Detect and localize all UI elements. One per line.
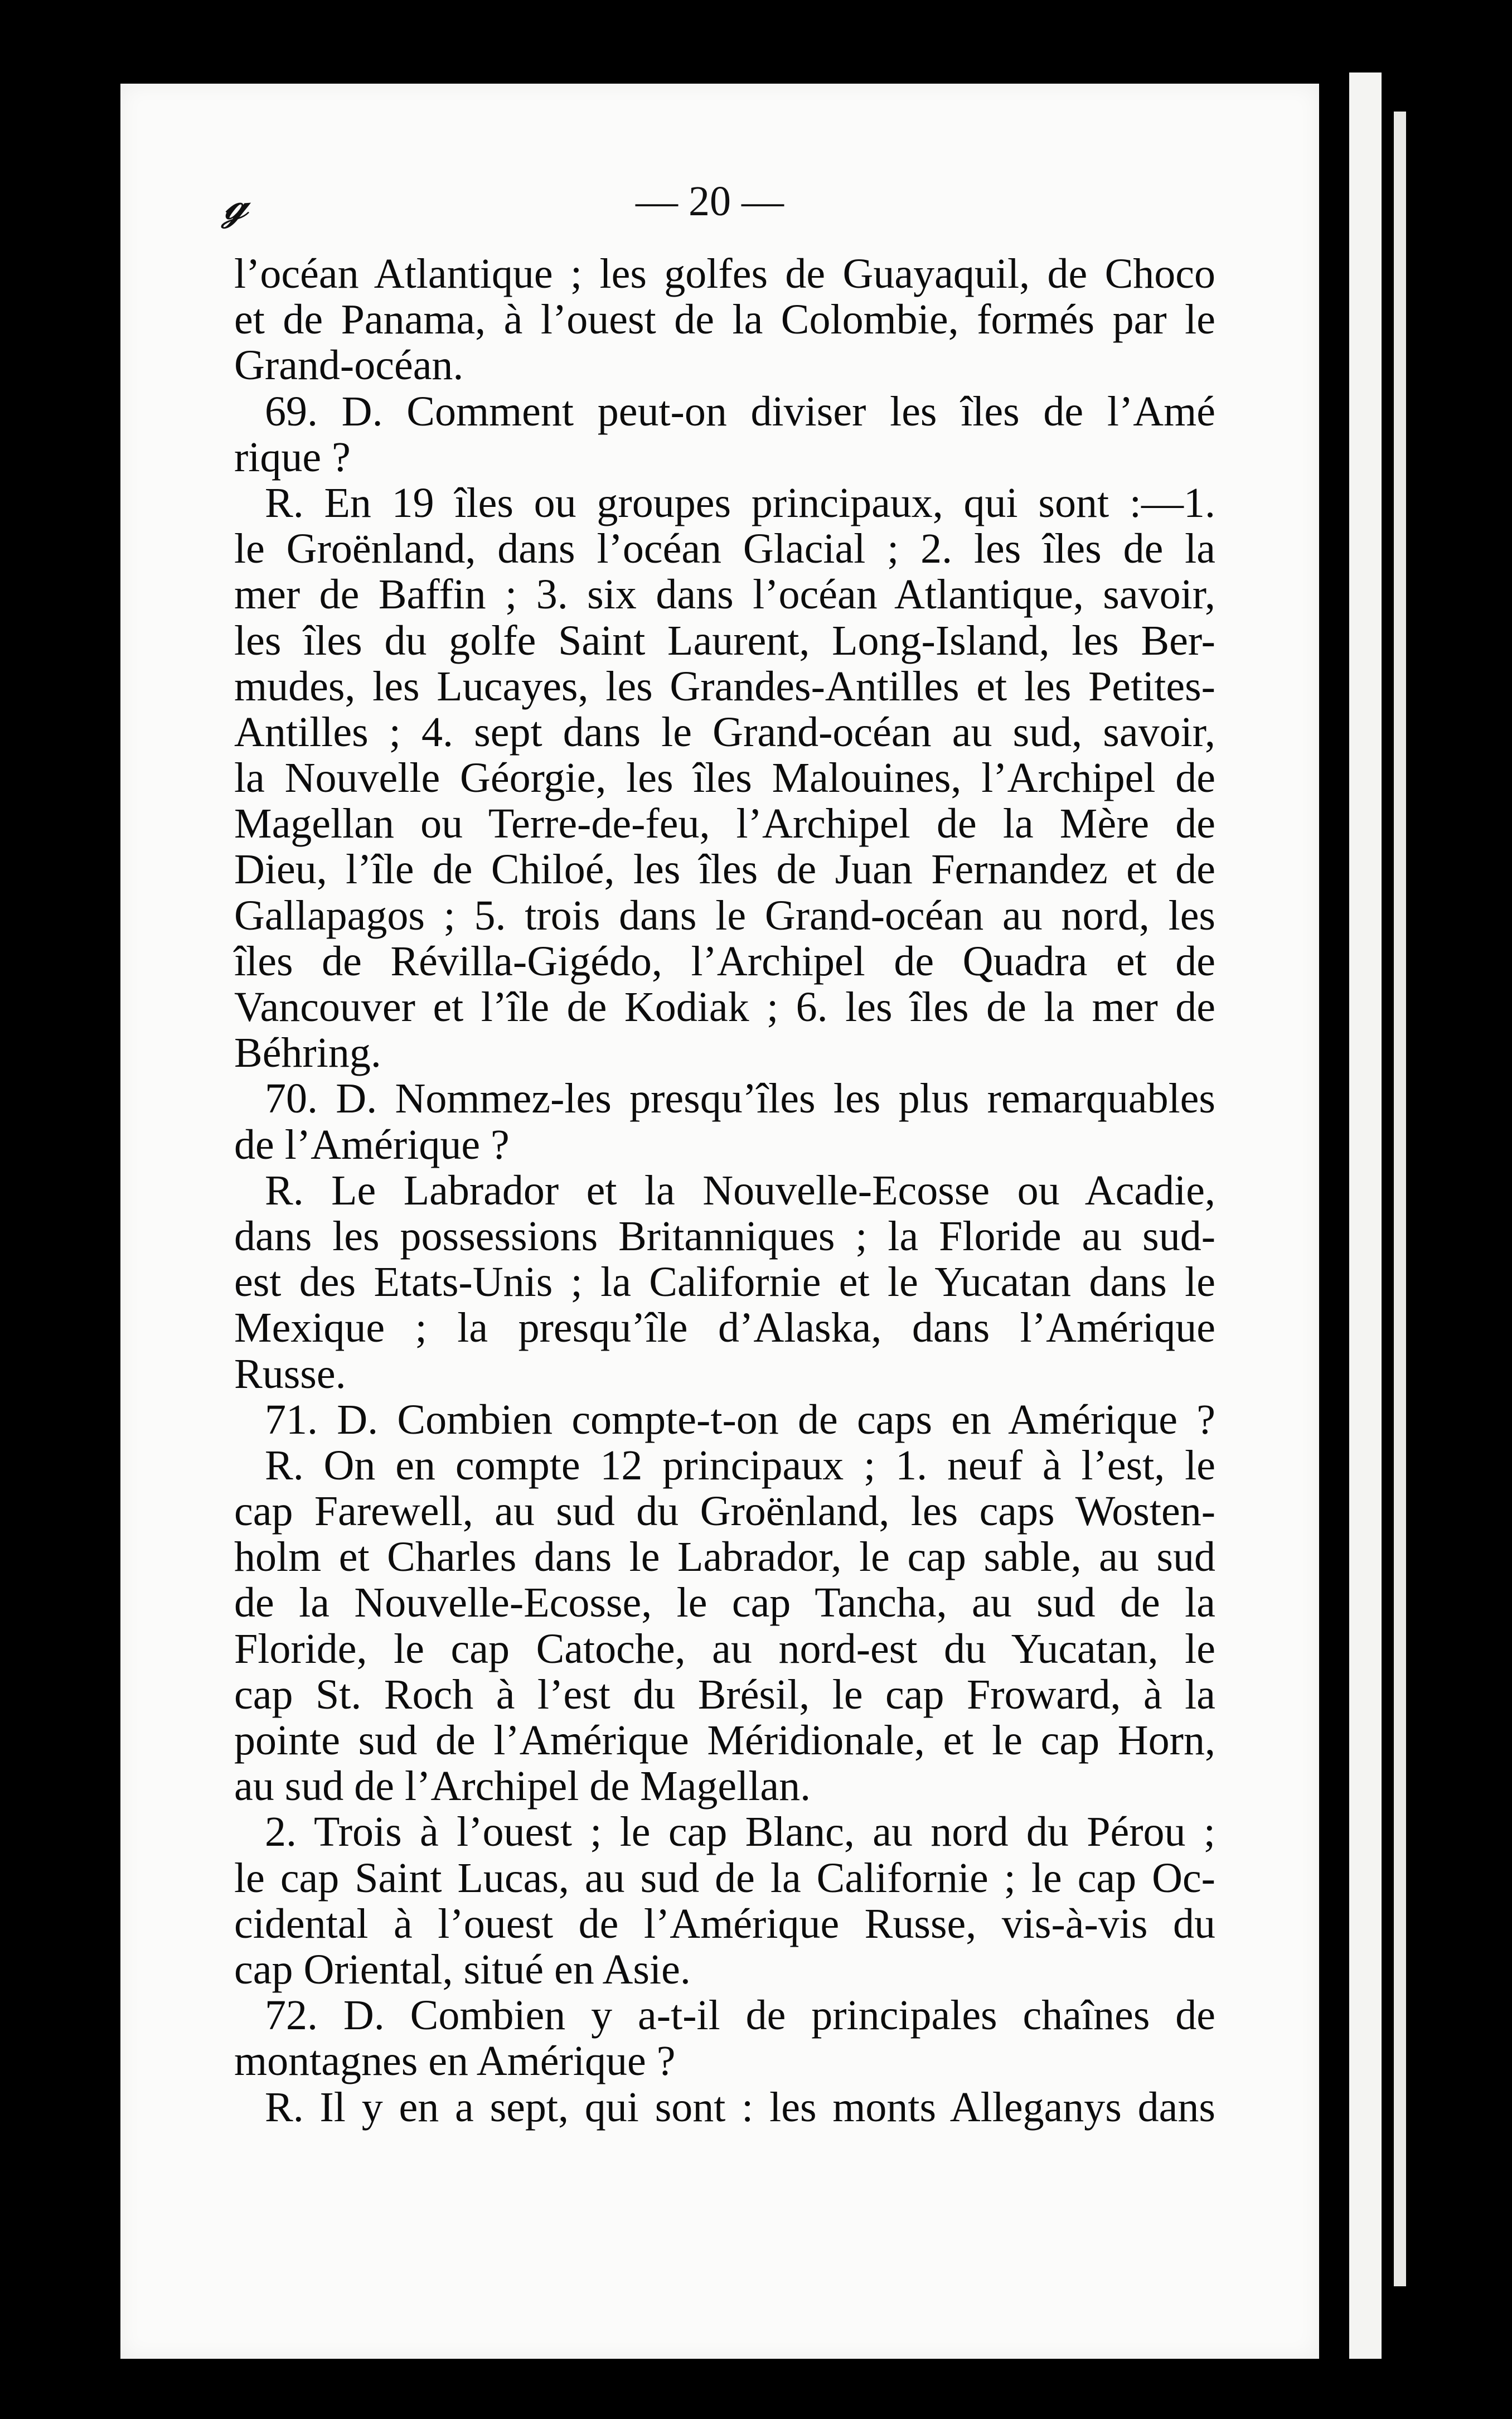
page-body: [234, 251, 1215, 2130]
page-number: — 20 —: [636, 178, 784, 225]
text-line: au sud de l’Archipel de Magellan.: [234, 1763, 811, 1810]
text-line: cidental à l’ouest de l’Amérique Russe, vis-à-vis du: [234, 1900, 1215, 1947]
text-line: l’océan Atlantique ; les golfes de Guayaquil, de Choco: [234, 250, 1215, 297]
text-line: le Groënland, dans l’océan Glacial ; 2. les îles de la: [234, 525, 1215, 573]
text-line: montagnes en Amérique ?: [234, 2038, 676, 2085]
text-line: de la Nouvelle-Ecosse, le cap Tancha, au sud de la: [234, 1579, 1215, 1627]
page-edge: [1349, 72, 1382, 2359]
text-line: Vancouver et l’île de Kodiak ; 6. les îles de la mer de: [234, 984, 1215, 1031]
page-edge-shadow: [1394, 112, 1406, 2286]
text-line: 70. D. Nommez-les presqu’îles les plus remarquables: [265, 1075, 1215, 1123]
text-line: Antilles ; 4. sept dans le Grand-océan au sud, savoir,: [234, 708, 1215, 756]
text-line: cap St. Roch à l’est du Brésil, le cap Froward, à la: [234, 1671, 1215, 1718]
text-line: cap Farewell, au sud du Groënland, les caps Wosten-: [234, 1488, 1215, 1535]
text-line: est des Etats-Unis ; la Californie et le Yucatan dans le: [234, 1259, 1215, 1306]
text-line: Mexique ; la presqu’île d’Alaska, dans l’Amérique: [234, 1304, 1215, 1352]
text-line: R. Le Labrador et la Nouvelle-Ecosse ou Acadie,: [265, 1167, 1215, 1214]
text-line: rique ?: [234, 433, 351, 481]
corner-mark: 𝓰: [223, 177, 249, 229]
text-line: la Nouvelle Géorgie, les îles Malouines, l’Archipel de: [234, 754, 1215, 802]
text-line: pointe sud de l’Amérique Méridionale, et le cap Horn,: [234, 1717, 1215, 1764]
text-line: dans les possessions Britanniques ; la Floride au sud-: [234, 1212, 1215, 1260]
text-line: de l’Amérique ?: [234, 1121, 510, 1168]
text-line: 69. D. Comment peut-on diviser les îles de l’Amé: [265, 388, 1215, 435]
text-line: cap Oriental, situé en Asie.: [234, 1946, 691, 1993]
text-line: Gallapagos ; 5. trois dans le Grand-océan au nord, les: [234, 892, 1215, 939]
text-line: Béhring.: [234, 1029, 381, 1077]
text-line: 71. D. Combien compte-t-on de caps en Amérique ?: [265, 1396, 1215, 1443]
text-line: holm et Charles dans le Labrador, le cap sable, au sud: [234, 1533, 1215, 1581]
text-line: 2. Trois à l’ouest ; le cap Blanc, au nord du Pérou ;: [265, 1808, 1215, 1856]
text-line: Floride, le cap Catoche, au nord-est du Yucatan, le: [234, 1625, 1215, 1672]
text-line: R. En 19 îles ou groupes principaux, qui sont :—1.: [265, 479, 1215, 526]
text-line: îles de Révilla-Gigédo, l’Archipel de Quadra et de: [234, 937, 1215, 985]
text-line: et de Panama, à l’ouest de la Colombie, formés par le: [234, 296, 1215, 344]
text-line: mer de Baffin ; 3. six dans l’océan Atlantique, savoir,: [234, 571, 1215, 618]
text-line: les îles du golfe Saint Laurent, Long-Island, les Ber-: [234, 617, 1215, 664]
text-line: Dieu, l’île de Chiloé, les îles de Juan Fernandez et de: [234, 846, 1215, 893]
text-line: le cap Saint Lucas, au sud de la Californie ; le cap Oc-: [234, 1854, 1215, 1902]
text-line: R. On en compte 12 principaux ; 1. neuf à l’est, le: [265, 1441, 1215, 1489]
text-line: Russe.: [234, 1350, 346, 1397]
text-line: 72. D. Combien y a-t-il de principales chaînes de: [265, 1992, 1215, 2039]
text-line: mudes, les Lucayes, les Grandes-Antilles et les Petites-: [234, 662, 1215, 710]
text-line: Magellan ou Terre-de-feu, l’Archipel de la Mère de: [234, 800, 1215, 848]
text-line: R. Il y en a sept, qui sont : les monts Alleganys dans: [265, 2083, 1215, 2131]
text-line: Grand-océan.: [234, 342, 464, 389]
